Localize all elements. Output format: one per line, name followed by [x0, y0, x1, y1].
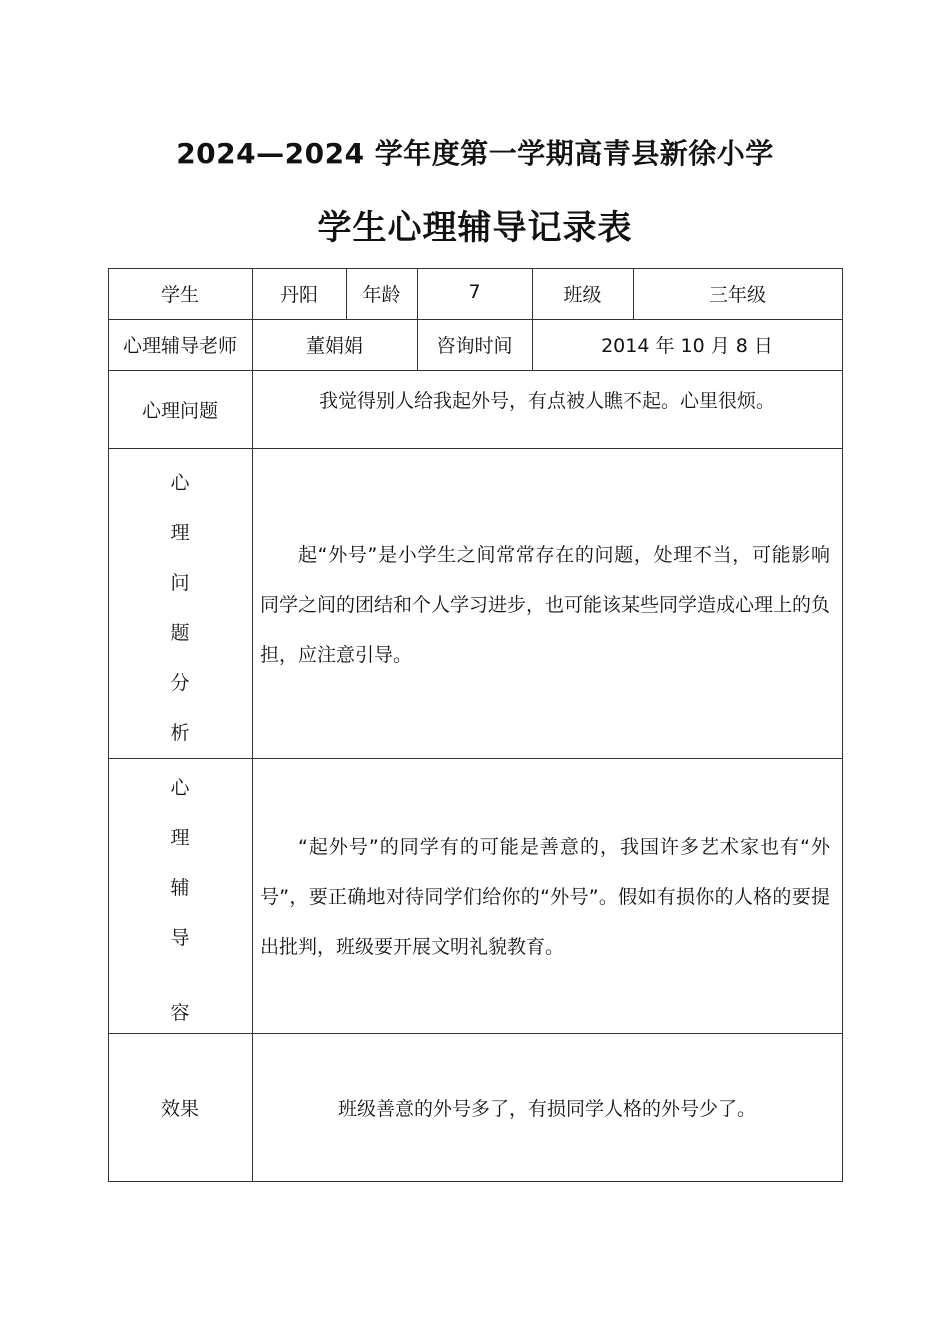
counseling-label-char: 辅 [170, 877, 190, 899]
analysis-label-char: 心 [170, 472, 190, 494]
table-border-bottom [108, 1181, 843, 1182]
counseling-label-char: 理 [170, 827, 190, 849]
analysis-label-char: 题 [170, 622, 190, 644]
analysis-label-char: 理 [170, 522, 190, 544]
analysis-text: 起“外号”是小学生之间常常存在的问题，处理不当，可能影响同学之间的团结和个人学习进步，也可能该某些同学造成心理上的负担，应注意引导。 [260, 544, 831, 666]
table-border-right [842, 268, 843, 1182]
student-label: 学生 [160, 284, 199, 306]
age-value: 7 [468, 281, 481, 303]
class-value: 三年级 [708, 284, 766, 306]
student-name: 丹阳 [279, 284, 318, 306]
age-label: 年龄 [362, 284, 401, 306]
problem-label: 心理问题 [141, 399, 218, 422]
counseling-label-char: 心 [170, 777, 190, 799]
consult-time-label: 咨询时间 [436, 335, 513, 357]
document-title-line2: 学生心理辅导记录表 [317, 208, 633, 248]
analysis-label-char: 分 [170, 672, 190, 694]
analysis-label-char: 问 [170, 572, 190, 594]
document-title-line1: 2024—2024 学年度第一学期高青县新徐小学 [176, 137, 774, 170]
teacher-name: 董娟娟 [305, 335, 363, 357]
consult-time-value: 2014 年 10 月 8 日 [601, 335, 773, 357]
problem-text: 我觉得别人给我起外号，有点被人瞧不起。心里很烦。 [318, 390, 775, 412]
class-label: 班级 [563, 284, 602, 306]
analysis-label-char: 析 [170, 722, 190, 744]
counseling-text: “起外号”的同学有的可能是善意的，我国许多艺术家也有“外号”，要正确地对待同学们给你的“外号”。假如有损你的人格的要提出批判，班级要开展文明礼貌教育。 [260, 836, 830, 958]
counseling-label-char: 容 [170, 1002, 190, 1024]
teacher-label: 心理辅导老师 [122, 335, 237, 357]
effect-text: 班级善意的外号多了，有损同学人格的外号少了。 [337, 1097, 756, 1120]
counseling-label-char: 导 [170, 927, 190, 949]
effect-label: 效果 [160, 1097, 199, 1120]
table-rule [108, 448, 843, 449]
table-rule [108, 758, 843, 759]
